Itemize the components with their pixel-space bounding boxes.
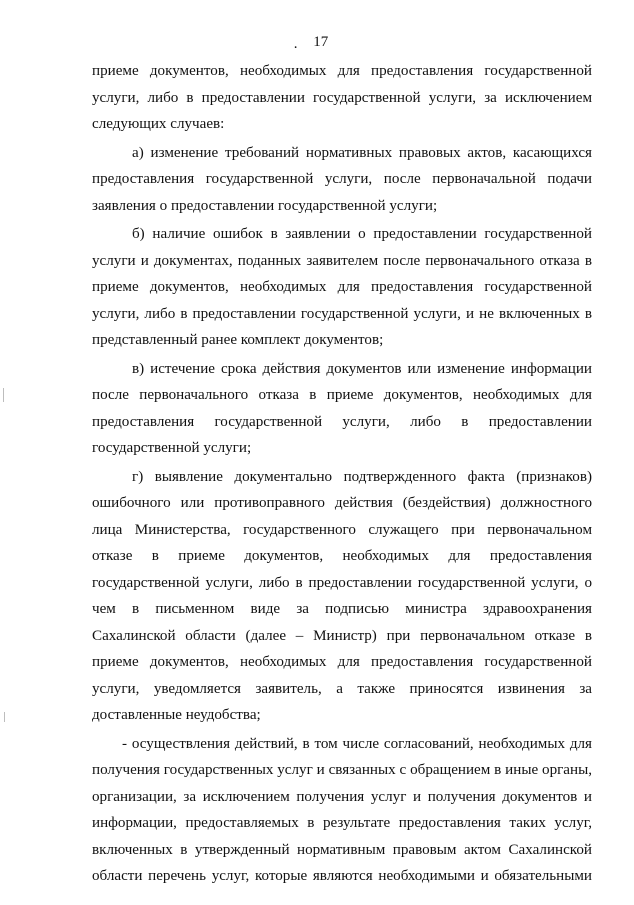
scan-edge-mark <box>4 712 5 722</box>
scan-edge-mark <box>3 388 4 402</box>
paragraph-item-a: а) изменение требований нормативных правовых актов, касающихся предоставления государственной услуги, после первоначальной подачи заявления о предоставлении государственной услуги; <box>92 144 592 214</box>
page-number-value: 17 <box>313 34 329 50</box>
paragraph-item-v: в) истечение срока действия документов или изменение информации после первоначального отказа в приеме документов, необходимых для предоставления государственной услуги, либо в предоставлении государственной услуги; <box>92 360 592 456</box>
paragraph-item-g: г) выявление документально подтвержденного факта (признаков) ошибочного или противоправного действия (бездействия) должностного лица Министерства, государственного служащего при первоначальном отказе в приеме документов, необходимых для предоставления государственной услуги, либо в предоставлении государственной услуги, о чем в письменном виде за подписью министра здравоохранения Сахалинской области (далее – Министр) при первоначальном отказе в приеме документов, необходимых для предоставления государственной услуги, уведомляется заявитель, а также приносятся извинения за доставленные неудобства; <box>92 468 592 723</box>
paragraph-dash-item: - осуществления действий, в том числе согласований, необходимых для получения государственных услуг и связанных с обращением в иные органы, организации, за исключением получения услуг и получения документов и информации, предоставляемых в результате предоставления таких услуг, включенных в утвержденный нормативным правовым актом Сахалинской области перечень услуг, которые являются необходимыми и обязательными <box>92 735 592 884</box>
page-number <box>0 34 634 51</box>
page-number-dot: . <box>293 36 298 52</box>
paragraph-item-b: б) наличие ошибок в заявлении о предоставлении государственной услуги и документах, поданных заявителем после первоначального отказа в приеме документов, необходимых для предоставления государственной услуги, либо в предоставлении государственной услуги, и не включенных в представленный ранее комплект документов; <box>92 226 592 348</box>
paragraph-continuation: приеме документов, необходимых для предоставления государственной услуги, либо в предоставлении государственной услуги, за исключением следующих случаев: <box>92 63 592 132</box>
document-body <box>92 58 592 890</box>
